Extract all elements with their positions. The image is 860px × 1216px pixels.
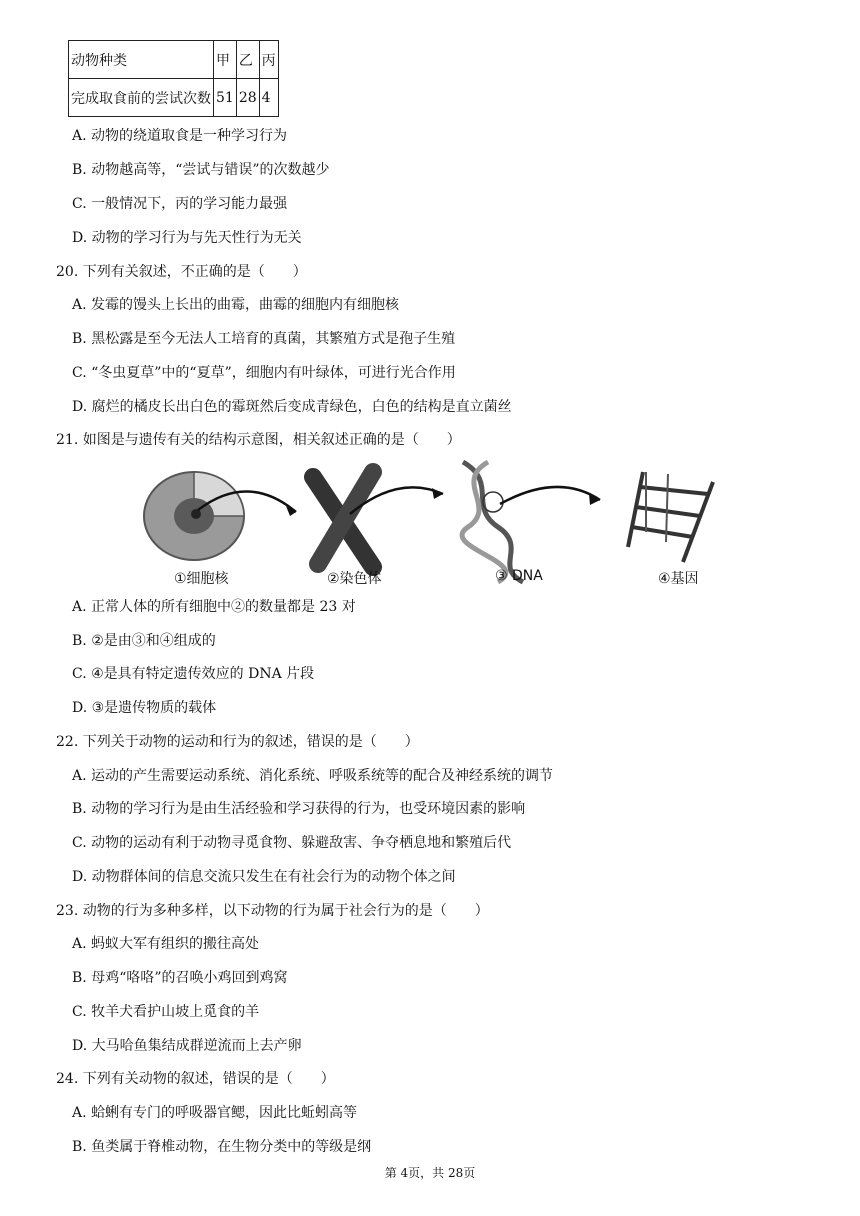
table-row	[69, 79, 279, 117]
table-cell: 乙	[236, 41, 259, 79]
q20-option-b: B. 黑松露是至今无法人工培育的真菌，其繁殖方式是孢子生殖	[72, 331, 456, 347]
q20-stem: 20. 下列有关叙述，不正确的是（ ）	[56, 264, 307, 280]
table-cell: 28	[236, 79, 259, 117]
data-table	[68, 40, 279, 117]
q19-option-d: D. 动物的学习行为与先天性行为无关	[72, 230, 302, 246]
table-cell: 51	[214, 79, 237, 117]
page-footer: 第 4页，共 28页	[384, 1166, 476, 1180]
q22-option-d: D. 动物群体间的信息交流只发生在有社会行为的动物个体之间	[72, 869, 456, 885]
table-cell: 丙	[259, 41, 278, 79]
q20-option-c: C. “冬虫夏草”中的“夏草”，细胞内有叶绿体，可进行光合作用	[72, 365, 456, 381]
figure-label-gene: ④基因	[658, 571, 699, 587]
q23-option-d: D. 大马哈鱼集结成群逆流而上去产卵	[72, 1038, 302, 1054]
q24-stem: 24. 下列有关动物的叙述，错误的是（ ）	[56, 1071, 335, 1087]
q22-stem: 22. 下列关于动物的运动和行为的叙述，错误的是（ ）	[56, 734, 419, 750]
dna-drawing	[462, 462, 523, 582]
q19-option-b: B. 动物越高等，“尝试与错误”的次数越少	[72, 162, 330, 178]
q23-stem: 23. 动物的行为多种多样，以下动物的行为属于社会行为的是（ ）	[56, 903, 489, 919]
genetics-figure	[138, 452, 728, 592]
gene-drawing	[628, 472, 713, 562]
table-header-row	[69, 41, 279, 79]
table-cell: 甲	[214, 41, 237, 79]
q23-option-c: C. 牧羊犬看护山坡上觅食的羊	[72, 1004, 260, 1020]
q21-option-d: D. ③是遗传物质的载体	[72, 700, 217, 716]
q21-option-a: A. 正常人体的所有细胞中②的数量都是 23 对	[72, 599, 356, 615]
table-cell: 动物种类	[69, 41, 214, 79]
figure-label-nucleus: ①细胞核	[174, 571, 229, 587]
q21-option-b: B. ②是由③和④组成的	[72, 633, 216, 649]
cell-nucleus-drawing	[144, 472, 244, 560]
q19-option-a: A. 动物的绕道取食是一种学习行为	[72, 128, 288, 144]
q19-option-c: C. 一般情况下，丙的学习能力最强	[72, 196, 288, 212]
chromosome-drawing	[313, 472, 373, 567]
q21-option-c: C. ④是具有特定遗传效应的 DNA 片段	[72, 666, 315, 682]
q23-option-a: A. 蚂蚁大军有组织的搬往高处	[72, 936, 260, 952]
q22-option-a: A. 运动的产生需要运动系统、消化系统、呼吸系统等的配合及神经系统的调节	[72, 768, 554, 784]
figure-label-dna: ③ DNA	[495, 568, 543, 584]
q24-option-b: B. 鱼类属于脊椎动物，在生物分类中的等级是纲	[72, 1139, 372, 1155]
q24-option-a: A. 蛤蜊有专门的呼吸器官鳃，因此比蚯蚓高等	[72, 1105, 358, 1121]
q21-stem: 21. 如图是与遗传有关的结构示意图，相关叙述正确的是（ ）	[56, 432, 461, 448]
q23-option-b: B. 母鸡“咯咯”的召唤小鸡回到鸡窝	[72, 970, 288, 986]
table-cell: 完成取食前的尝试次数	[69, 79, 214, 117]
q20-option-d: D. 腐烂的橘皮长出白色的霉斑然后变成青绿色，白色的结构是直立菌丝	[72, 399, 512, 415]
figure-label-chromosome: ②染色体	[327, 571, 382, 587]
table-cell: 4	[259, 79, 278, 117]
q22-option-c: C. 动物的运动有利于动物寻觅食物、躲避敌害、争夺栖息地和繁殖后代	[72, 835, 512, 851]
q20-option-a: A. 发霉的馒头上长出的曲霉，曲霉的细胞内有细胞核	[72, 297, 400, 313]
q22-option-b: B. 动物的学习行为是由生活经验和学习获得的行为，也受环境因素的影响	[72, 801, 526, 817]
